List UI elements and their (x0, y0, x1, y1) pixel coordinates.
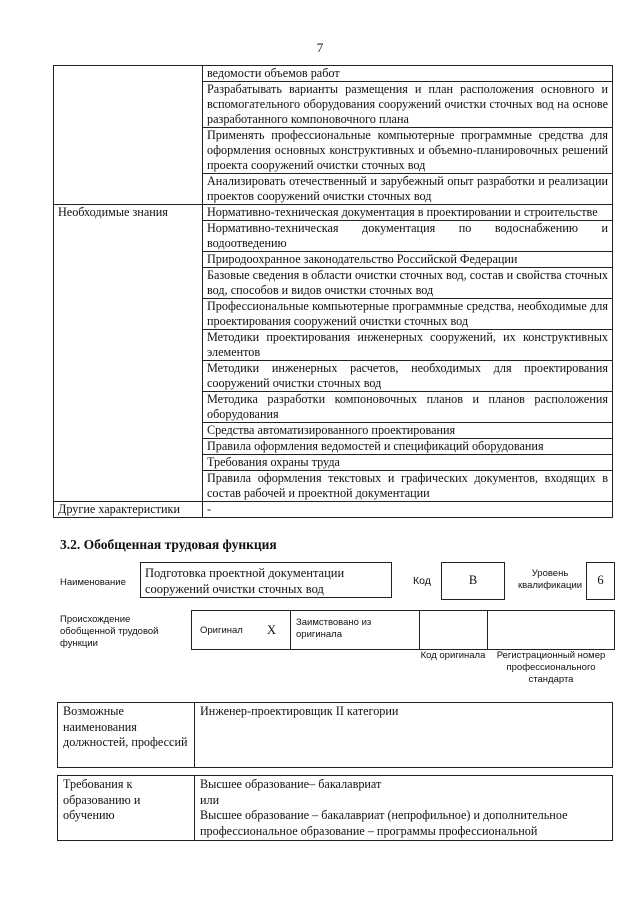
table-cell: Профессиональные компьютерные программные средства, необходимые для проектирования сооружений очистки сточных вод (203, 299, 613, 330)
table-cell: ведомости объемов работ (203, 66, 613, 82)
name-value: Подготовка проектной документации сооружений очистки сточных вод (140, 562, 392, 598)
row-label-other: Другие характеристики (54, 502, 203, 518)
table-cell: Природоохранное законодательство Российской Федерации (203, 252, 613, 268)
table-row (58, 703, 613, 768)
table-cell: Методики инженерных расчетов, необходимых для проектирования сооружений очистки сточных вод (203, 361, 613, 392)
table-cell: - (203, 502, 613, 518)
code-original-label: Код оригинала (420, 650, 486, 661)
level-value: 6 (586, 562, 615, 600)
positions-value: Инженер-проектировщик II категории (195, 703, 613, 768)
education-value (195, 776, 613, 841)
code-label: Код (413, 575, 431, 587)
education-table (57, 775, 613, 841)
education-line: Высшее образование – бакалавриат (непрофильное) и дополнительное профессиональное образование – программы профессиональной (200, 808, 568, 838)
reg-number-label: Регистрационный номер профессионального стандарта (496, 650, 606, 685)
original-mark: X (267, 623, 277, 637)
table-cell: Правила оформления текстовых и графических документов, входящих в состав рабочей и проектной документации (203, 471, 613, 502)
table-cell: Применять профессиональные компьютерные программные средства для оформления основных конструктивных и объемно-планировочных решений проекта сооружений очистки сточных вод (203, 128, 613, 174)
table-row (54, 66, 613, 82)
page-number: 7 (316, 40, 324, 55)
table-cell: Правила оформления ведомостей и спецификаций оборудования (203, 439, 613, 455)
level-label: Уровень квалификации (518, 568, 583, 591)
divider (419, 611, 420, 649)
origin-box (191, 610, 615, 650)
borrowed-label: Заимствовано из оригинала (296, 617, 372, 640)
table-cell: Требования охраны труда (203, 455, 613, 471)
table-cell: Средства автоматизированного проектирования (203, 423, 613, 439)
table-row (54, 205, 613, 221)
row-label (54, 66, 203, 205)
table-cell: Методики проектирования инженерных сооружений, их конструктивных элементов (203, 330, 613, 361)
education-label: Требования к образованию и обучению (58, 776, 195, 841)
education-line: или (200, 792, 220, 807)
row-label-knowledge: Необходимые знания (54, 205, 203, 502)
table-row (54, 502, 613, 518)
table-cell: Нормативно-техническая документация по водоснабжению и водоотведению (203, 221, 613, 252)
section-title: 3.2. Обобщенная трудовая функция (60, 537, 277, 552)
divider (487, 611, 488, 649)
name-label: Наименование (60, 577, 126, 588)
table-cell: Анализировать отечественный и зарубежный опыт разработки и реализации проектов сооружений очистки сточных вод (203, 174, 613, 205)
table-row (58, 776, 613, 841)
table-cell: Нормативно-техническая документация в проектировании и строительстве (203, 205, 613, 221)
positions-label: Возможные наименования должностей, профессий (58, 703, 195, 768)
origin-label: Происхождение обобщенной трудовой функции (60, 614, 159, 649)
table-cell: Разрабатывать варианты размещения и план расположения основного и вспомогательного оборудования сооружений очистки сточных вод на основе разработанного компоновочного плана (203, 82, 613, 128)
divider (290, 611, 291, 649)
table-cell: Методика разработки компоновочных планов и планов расположения оборудования (203, 392, 613, 423)
original-label: Оригинал (200, 625, 243, 636)
code-value: B (441, 562, 505, 600)
education-line: Высшее образование– бакалавриат (200, 777, 382, 791)
job-function-table (53, 65, 613, 518)
positions-table (57, 702, 613, 768)
table-cell: Базовые сведения в области очистки сточных вод, состав и свойства сточных вод, способов и видов очистки сточных вод (203, 268, 613, 299)
